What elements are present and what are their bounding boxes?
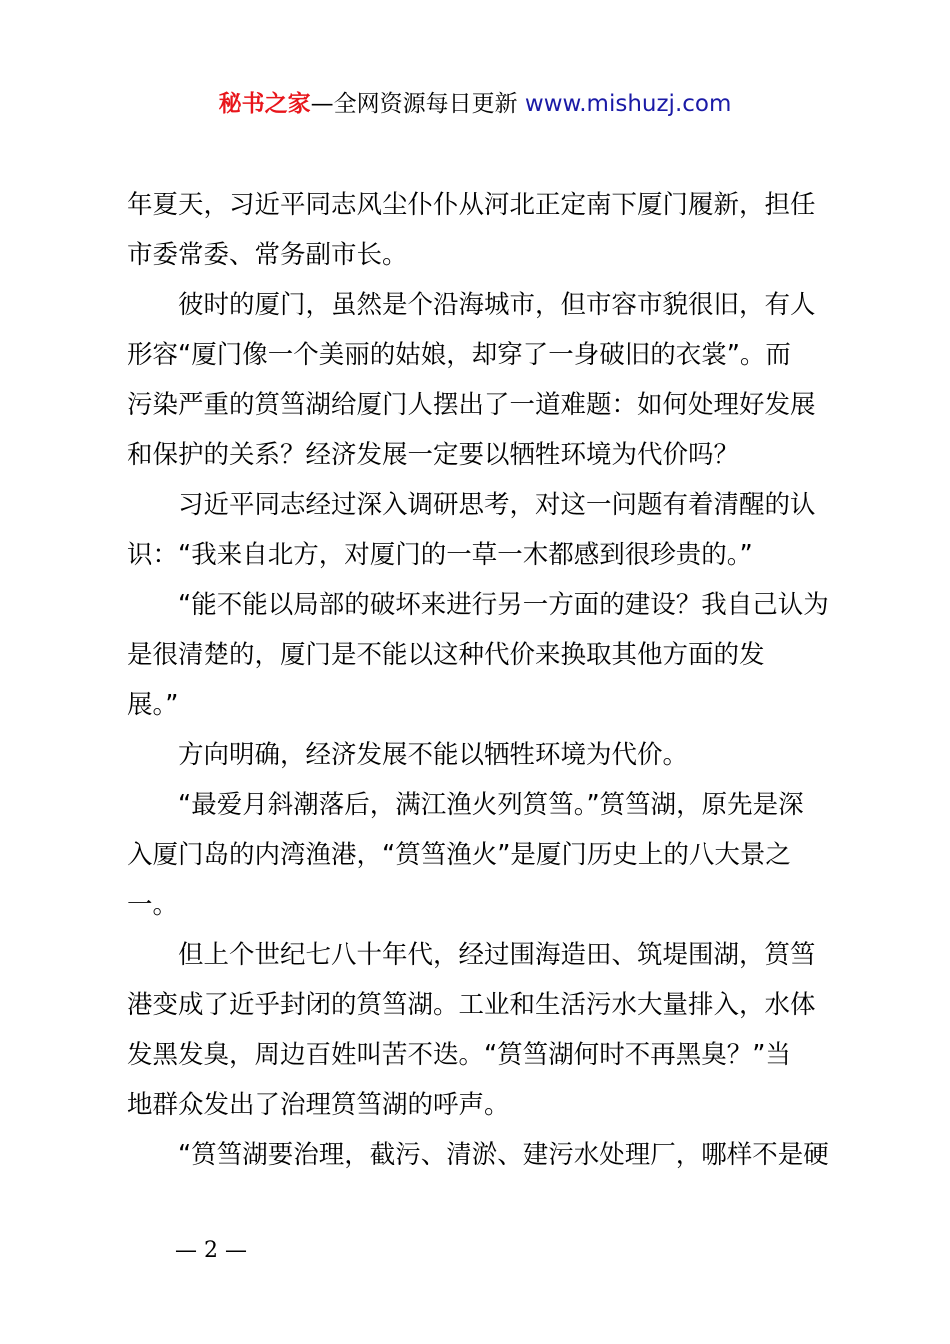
text-line: 彼时的厦门，虽然是个沿海城市，但市容市貌很旧，有人 bbox=[178, 290, 816, 320]
text-line: 入厦门岛的内湾渔港，“筼筜渔火”是厦门历史上的八大景之 bbox=[127, 840, 791, 870]
text-line: 一。 bbox=[127, 890, 179, 920]
text-line: 但上个世纪七八十年代，经过围海造田、筑堤围湖，筼筜 bbox=[178, 940, 816, 970]
page-number: — 2 — bbox=[175, 1238, 247, 1263]
text-line: “筼筜湖要治理，截污、清淤、建污水处理厂，哪样不是硬 bbox=[178, 1140, 829, 1170]
header-brand[interactable]: 秘书之家 bbox=[218, 91, 311, 117]
text-line: 港变成了近乎封闭的筼筜湖。工业和生活污水大量排入，水体 bbox=[127, 990, 816, 1020]
text-line: “最爱月斜潮落后，满江渔火列筼筜。”筼筜湖，原先是深 bbox=[178, 790, 804, 820]
paragraph-4 bbox=[127, 580, 837, 730]
paragraph-5 bbox=[127, 730, 837, 780]
text-line: 习近平同志经过深入调研思考，对这一问题有着清醒的认 bbox=[178, 490, 816, 520]
paragraph-6 bbox=[127, 780, 837, 930]
text-line: 是很清楚的，厦门是不能以这种代价来换取其他方面的发 bbox=[127, 640, 765, 670]
text-line: 市委常委、常务副市长。 bbox=[127, 240, 408, 270]
paragraph-7 bbox=[127, 930, 837, 1130]
page-header bbox=[0, 88, 950, 120]
paragraph-8 bbox=[127, 1130, 837, 1180]
paragraph-2 bbox=[127, 280, 837, 480]
header-slogan: —全网资源每日更新 bbox=[310, 91, 518, 117]
text-line: 污染严重的筼筜湖给厦门人摆出了一道难题：如何处理好发展 bbox=[127, 390, 816, 420]
paragraph-1 bbox=[127, 180, 837, 280]
document-body bbox=[127, 180, 837, 1180]
text-line: 展。” bbox=[127, 690, 179, 720]
header-url-link[interactable]: www.mishuzj.com bbox=[517, 91, 732, 117]
text-line: 方向明确，经济发展不能以牺牲环境为代价。 bbox=[178, 740, 689, 770]
text-line: 发黑发臭，周边百姓叫苦不迭。“筼筜湖何时不再黑臭？”当 bbox=[127, 1040, 791, 1070]
text-line: 形容“厦门像一个美丽的姑娘，却穿了一身破旧的衣裳”。而 bbox=[127, 340, 791, 370]
text-line: 年夏天，习近平同志风尘仆仆从河北正定南下厦门履新，担任 bbox=[127, 190, 816, 220]
text-line: “能不能以局部的破坏来进行另一方面的建设？我自己认为 bbox=[178, 590, 829, 620]
paragraph-3 bbox=[127, 480, 837, 580]
text-line: 和保护的关系？经济发展一定要以牺牲环境为代价吗？ bbox=[127, 440, 740, 470]
text-line: 地群众发出了治理筼筜湖的呼声。 bbox=[127, 1090, 510, 1120]
text-line: 识：“我来自北方，对厦门的一草一木都感到很珍贵的。” bbox=[127, 540, 753, 570]
